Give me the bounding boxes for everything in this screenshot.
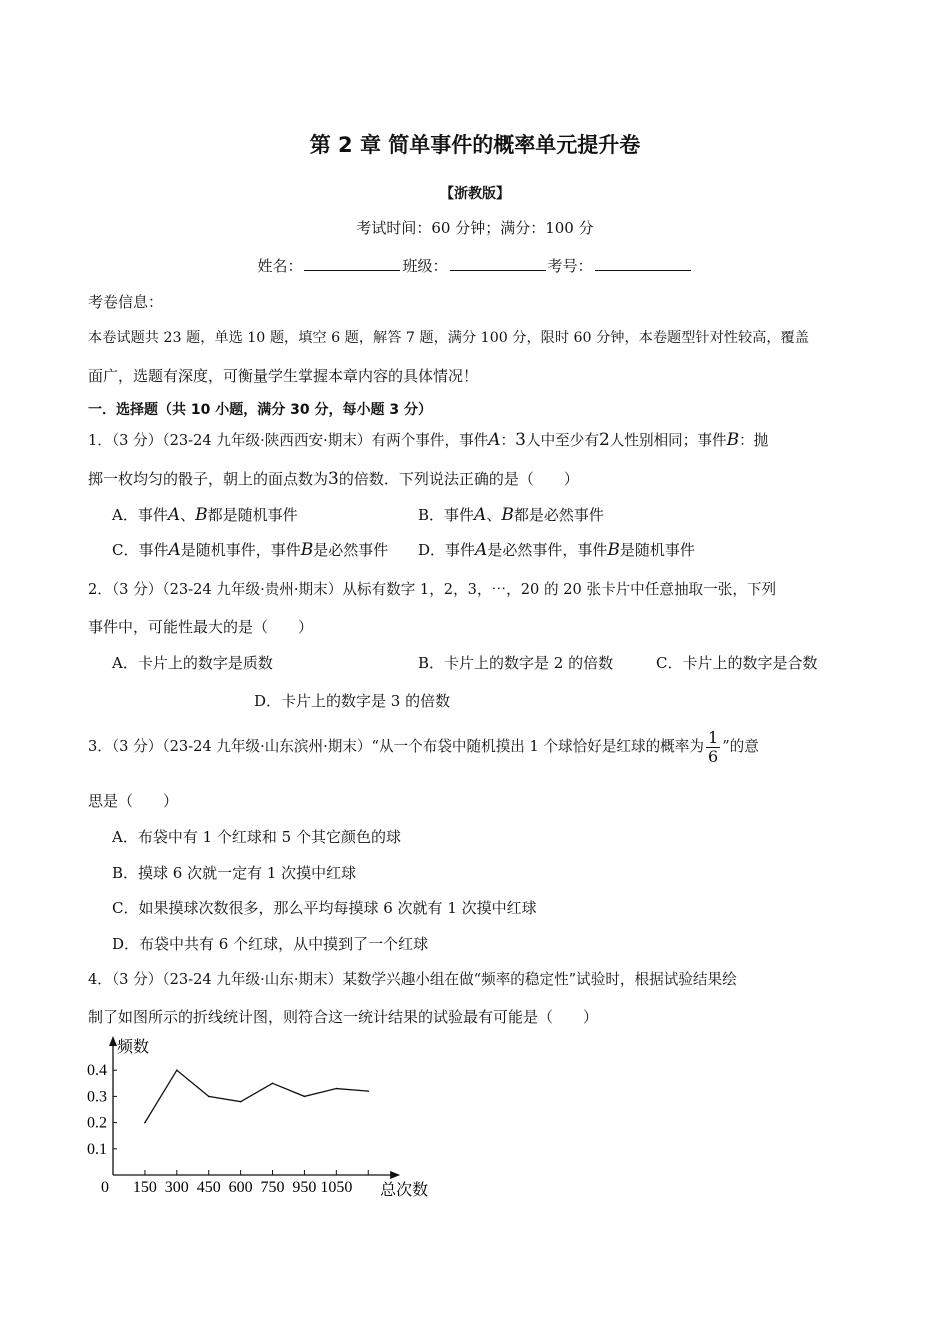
separator: 、 bbox=[180, 506, 196, 524]
x-tick-label: 600 bbox=[228, 1179, 253, 1196]
fraction-one-sixth bbox=[706, 729, 720, 766]
var-a: A bbox=[474, 505, 487, 525]
data-point bbox=[208, 1096, 210, 1098]
y-tick-label: 0.1 bbox=[87, 1140, 107, 1158]
class-label: 班级： bbox=[402, 257, 448, 275]
q1-text: 的倍数．下列说法正确的是（ ） bbox=[338, 470, 579, 488]
intro-line-1: 本卷试题共 23 题，单选 10 题，填空 6 题，解答 7 题，满分 100 分，限时 60 分钟，本卷题型针对性较高，覆盖 bbox=[88, 330, 809, 346]
class-blank[interactable] bbox=[450, 256, 546, 271]
q3-text: 3．（3 分）（23-24 九年级·山东滨州·期末）“从一个布袋中随机摸出 1 个球恰好是红球的概率为 bbox=[88, 738, 704, 755]
exam-no-blank[interactable] bbox=[595, 256, 691, 271]
chart-ticks bbox=[87, 1062, 368, 1196]
q2-option-b[interactable]: B．卡片上的数字是 2 的倍数 bbox=[418, 654, 614, 672]
option-text: 是随机事件 bbox=[619, 541, 695, 559]
q1-option-c[interactable] bbox=[112, 539, 388, 560]
q1-colon: ： bbox=[500, 432, 516, 449]
q2-line-2: 事件中，可能性最大的是（ ） bbox=[88, 618, 314, 636]
option-text: 是必然事件 bbox=[313, 541, 389, 559]
q1-text: 1．（3 分）（23-24 九年级·陕西西安·期末）有两个事件，事件 bbox=[88, 432, 489, 449]
origin-label: 0 bbox=[101, 1179, 109, 1196]
section-heading: 一．选择题（共 10 小题，满分 30 分，每小题 3 分） bbox=[88, 402, 432, 418]
q1-option-b[interactable] bbox=[418, 504, 604, 525]
num-3: 3 bbox=[515, 430, 526, 450]
y-axis-arrow bbox=[109, 1036, 117, 1046]
data-point bbox=[336, 1088, 338, 1090]
x-axis-arrow bbox=[390, 1171, 400, 1179]
chart-axes bbox=[101, 1036, 428, 1199]
x-tick-label: 750 bbox=[260, 1179, 285, 1196]
x-tick-label: 1050 bbox=[320, 1179, 353, 1196]
x-tick-label: 150 bbox=[132, 1179, 157, 1196]
q1-line-1 bbox=[88, 429, 768, 450]
var-b: B bbox=[300, 540, 314, 560]
data-point bbox=[240, 1101, 242, 1103]
option-text: 都是必然事件 bbox=[513, 506, 604, 524]
intro-label: 考卷信息： bbox=[88, 293, 164, 311]
option-text: B．事件 bbox=[418, 506, 475, 524]
y-tick-label: 0.3 bbox=[87, 1088, 107, 1106]
num-2: 2 bbox=[598, 430, 610, 450]
separator: 、 bbox=[486, 506, 502, 524]
q3-option-d[interactable]: D．布袋中共有 6 个红球，从中摸到了一个红球 bbox=[112, 935, 429, 953]
q2-line-1: 2．（3 分）（23-24 九年级·贵州·期末）从标有数字 1，2，3，⋯，20 的 20 张卡片中任意抽取一张，下列 bbox=[88, 581, 777, 598]
edition-label: 【浙教版】 bbox=[440, 186, 510, 202]
q3-line-1 bbox=[88, 728, 759, 766]
var-b: B bbox=[195, 505, 208, 525]
q4-line-2: 制了如图所示的折线统计图，则符合这一统计结果的试验最有可能是（ ） bbox=[88, 1008, 599, 1026]
option-text: D．事件 bbox=[418, 541, 476, 559]
option-text: A．事件 bbox=[112, 506, 168, 524]
intro-line-2: 面广，选题有深度，可衡量学生掌握本章内容的具体情况！ bbox=[88, 367, 479, 385]
q3-option-b[interactable]: B．摸球 6 次就一定有 1 次摸中红球 bbox=[112, 864, 357, 882]
var-a: A bbox=[475, 540, 488, 560]
data-point bbox=[176, 1069, 178, 1071]
q3-line-2: 思是（ ） bbox=[88, 792, 179, 810]
exam-no-label: 考号： bbox=[547, 257, 593, 275]
fraction-denominator: 6 bbox=[708, 746, 719, 766]
q3-text: ”的意 bbox=[722, 738, 759, 755]
y-tick-label: 0.2 bbox=[87, 1114, 107, 1132]
x-tick-label: 450 bbox=[196, 1179, 221, 1196]
student-info-row bbox=[0, 255, 950, 276]
var-b: B bbox=[607, 540, 620, 560]
q4-line-1: 4．（3 分）（23-24 九年级·山东·期末）某数学兴趣小组在做“频率的稳定性”试验时，根据试验结果绘 bbox=[88, 971, 737, 988]
x-tick-label: 950 bbox=[292, 1179, 317, 1196]
name-label: 姓名： bbox=[257, 257, 303, 275]
data-point bbox=[272, 1083, 274, 1085]
q1-option-d[interactable] bbox=[418, 539, 695, 560]
var-a: A bbox=[168, 540, 181, 560]
q3-option-a[interactable]: A．布袋中有 1 个红球和 5 个其它颜色的球 bbox=[112, 828, 401, 846]
x-tick-label: 300 bbox=[164, 1179, 189, 1196]
option-text: C．事件 bbox=[112, 541, 169, 559]
exam-info: 考试时间：60 分钟；满分：100 分 bbox=[356, 219, 594, 237]
data-point bbox=[304, 1096, 306, 1098]
frequency-line-chart bbox=[70, 1030, 470, 1210]
option-text: 是必然事件，事件 bbox=[487, 541, 608, 559]
chart-series bbox=[144, 1069, 369, 1123]
data-point bbox=[144, 1122, 146, 1124]
num-3: 3 bbox=[328, 469, 339, 489]
name-blank[interactable] bbox=[304, 256, 400, 271]
q1-text: 人性别相同；事件 bbox=[609, 432, 727, 449]
y-tick-label: 0.4 bbox=[87, 1062, 107, 1080]
q1-text: 人中至少有 bbox=[525, 432, 599, 449]
q2-option-a[interactable]: A．卡片上的数字是质数 bbox=[112, 654, 273, 672]
var-a: A bbox=[167, 505, 181, 525]
q1-text: 掷一枚均匀的骰子，朝上的面点数为 bbox=[88, 470, 329, 488]
y-axis-label: 频数 bbox=[117, 1039, 150, 1056]
page-title: 第 2 章 简单事件的概率单元提升卷 bbox=[309, 133, 641, 157]
option-text: 都是随机事件 bbox=[207, 506, 298, 524]
q1-option-a[interactable] bbox=[112, 504, 298, 525]
q2-option-d[interactable]: D．卡片上的数字是 3 的倍数 bbox=[254, 692, 451, 710]
q1-line-2 bbox=[88, 468, 579, 489]
data-point bbox=[367, 1090, 369, 1092]
q3-option-c[interactable]: C．如果摸球次数很多，那么平均每摸球 6 次就有 1 次摸中红球 bbox=[112, 899, 537, 917]
x-axis-label: 总次数 bbox=[380, 1182, 429, 1199]
var-a: A bbox=[488, 430, 501, 450]
series-line bbox=[145, 1070, 368, 1122]
fraction-numerator: 1 bbox=[708, 727, 719, 747]
option-text: 是随机事件，事件 bbox=[180, 541, 301, 559]
q1-text: ：抛 bbox=[739, 432, 769, 449]
q2-option-c[interactable]: C．卡片上的数字是合数 bbox=[656, 654, 818, 672]
var-b: B bbox=[501, 505, 514, 525]
var-b: B bbox=[726, 430, 740, 450]
